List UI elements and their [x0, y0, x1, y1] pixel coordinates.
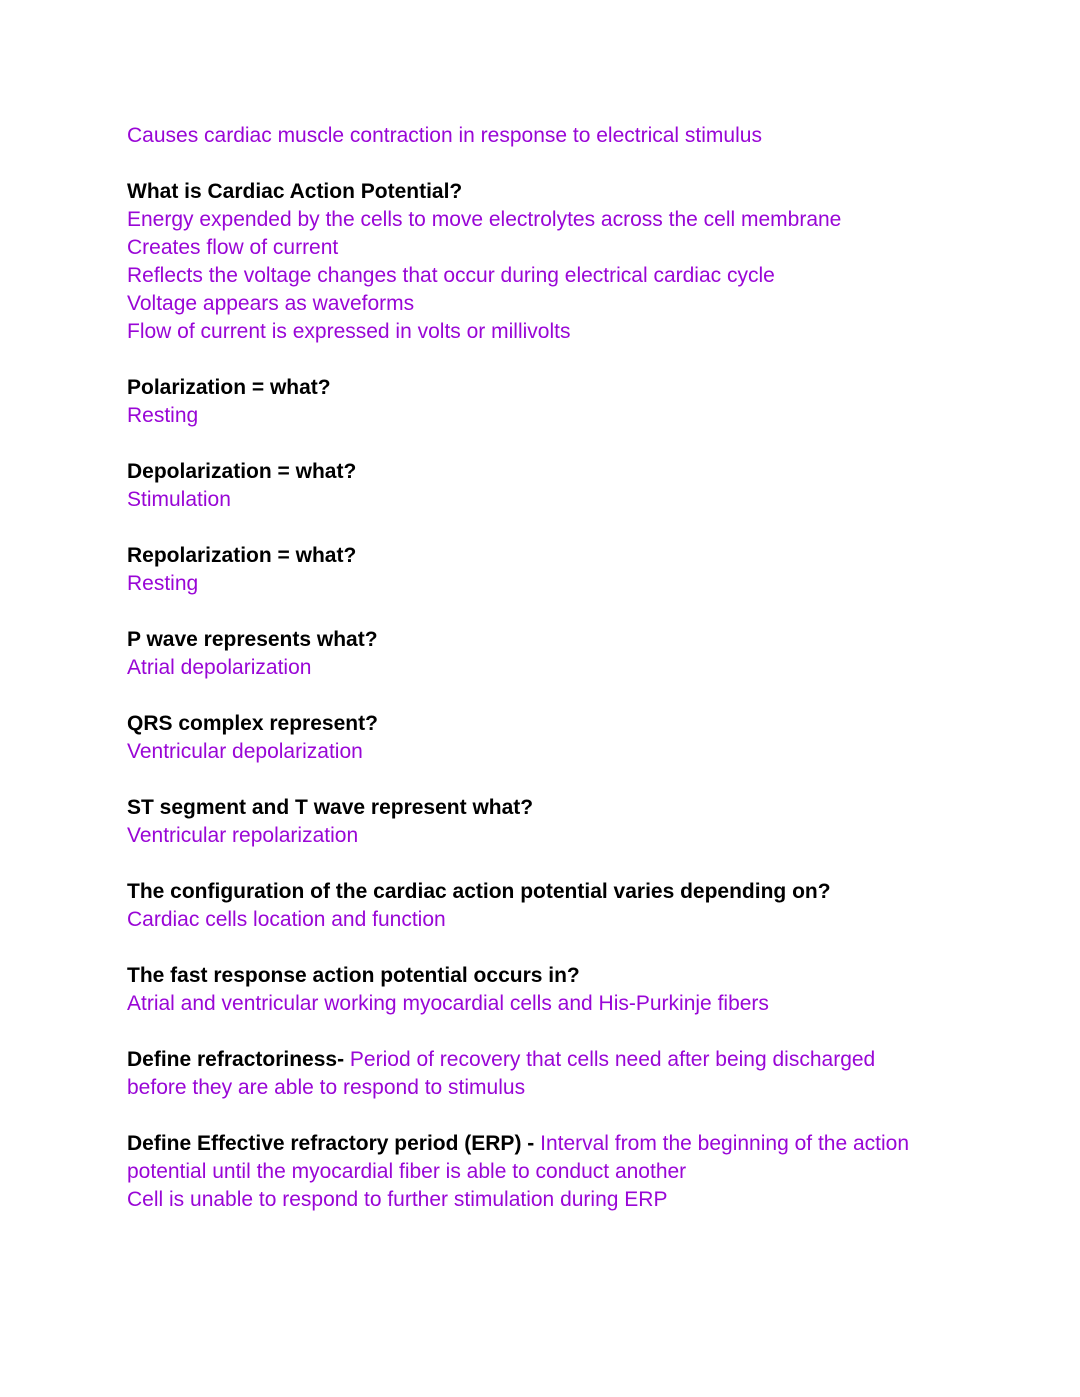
- qa-block: [127, 458, 921, 514]
- qa-block: [127, 626, 921, 682]
- qa-block: [127, 178, 921, 346]
- question-text: What is Cardiac Action Potential?: [127, 180, 463, 203]
- answer-text: Causes cardiac muscle contraction in response to electrical stimulus: [127, 124, 762, 147]
- question-text: The fast response action potential occurs in?: [127, 964, 580, 987]
- qa-block: [127, 878, 921, 934]
- question-text: QRS complex represent?: [127, 712, 378, 735]
- qa-block: [127, 542, 921, 598]
- question-text: ST segment and T wave represent what?: [127, 796, 534, 819]
- answer-text: Flow of current is expressed in volts or millivolts: [127, 320, 571, 343]
- answer-text: Ventricular repolarization: [127, 824, 359, 847]
- qa-block: [127, 122, 921, 150]
- qa-block: [127, 794, 921, 850]
- question-text: Depolarization = what?: [127, 460, 357, 483]
- qa-block: [127, 374, 921, 430]
- answer-text: Stimulation: [127, 488, 231, 511]
- question-text: Repolarization = what?: [127, 544, 357, 567]
- answer-text: Atrial and ventricular working myocardial cells and His-Purkinje fibers: [127, 992, 769, 1015]
- answer-text: Voltage appears as waveforms: [127, 292, 415, 315]
- qa-block: [127, 962, 921, 1018]
- question-text: Define refractoriness-: [127, 1048, 345, 1071]
- answer-text: Resting: [127, 572, 199, 595]
- answer-text: Cardiac cells location and function: [127, 908, 446, 931]
- answer-text: Cell is unable to respond to further stimulation during ERP: [127, 1188, 668, 1211]
- answer-text: Ventricular depolarization: [127, 740, 363, 763]
- qa-inline-line: [127, 1130, 921, 1186]
- answer-text: Interval from the beginning of the action potential until the myocardial fiber is able to conduct another: [127, 1132, 910, 1183]
- answer-text: Creates flow of current: [127, 236, 339, 259]
- qa-block: [127, 710, 921, 766]
- qa-inline-line: [127, 1046, 921, 1102]
- question-text: Define Effective refractory period (ERP) -: [127, 1132, 535, 1155]
- question-text: P wave represents what?: [127, 628, 378, 651]
- qa-block: [127, 1130, 921, 1214]
- answer-text: Energy expended by the cells to move electrolytes across the cell membrane: [127, 208, 842, 231]
- question-text: The configuration of the cardiac action potential varies depending on?: [127, 880, 831, 903]
- answer-text: Resting: [127, 404, 199, 427]
- answer-text: Atrial depolarization: [127, 656, 312, 679]
- answer-text: Period of recovery that cells need after being discharged before they are able to respond to stimulus: [127, 1048, 876, 1099]
- qa-block: [127, 1046, 921, 1102]
- question-text: Polarization = what?: [127, 376, 331, 399]
- answer-text: Reflects the voltage changes that occur during electrical cardiac cycle: [127, 264, 775, 287]
